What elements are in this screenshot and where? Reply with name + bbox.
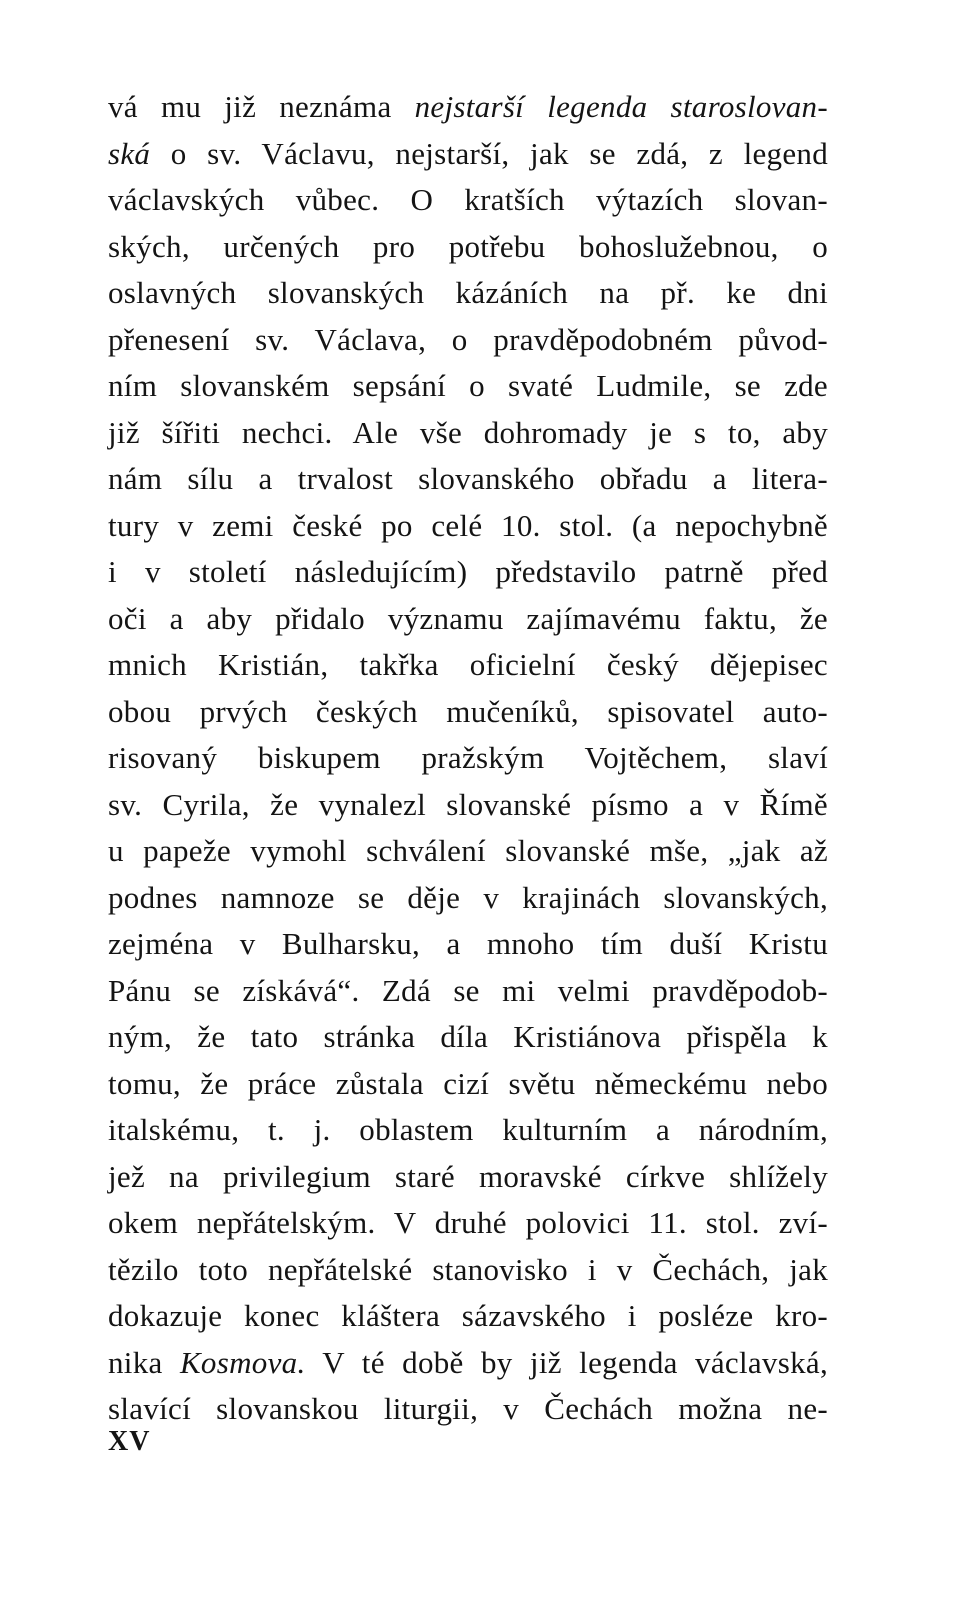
text-line: ských, určených pro potřebu bohoslužebnou, o [108,228,828,264]
text-line: tury v zemi české po celé 10. stol. (a nepochybně [108,507,828,543]
text-line: obou prvých českých mučeníků, spisovatel auto- [108,693,828,729]
text-line: Pánu se získává“. Zdá se mi velmi pravděpodob- [108,972,828,1008]
text-line: václavských vůbec. O kratších výtazích slovan- [108,182,828,217]
text-line: nám sílu a trvalost slovanského obřadu a litera- [108,461,828,496]
text-line: slavící slovanskou liturgii, v Čechách možna ne- [108,1391,828,1426]
text-line: přenesení sv. Václava, o pravděpodobném původ- [108,321,828,357]
text-line: tězilo toto nepřátelské stanovisko i v Čechách, jak [108,1251,828,1287]
text-line: ním slovanském sepsání o svaté Ludmile, se zde [108,368,828,403]
text-line: jež na privilegium staré moravské církve shlížely [108,1158,828,1194]
text-line: risovaný biskupem pražským Vojtěchem, slaví [108,740,828,775]
text-line: již šířiti nechci. Ale vše dohromady je s to, aby [108,414,828,450]
body-text [108,84,828,1433]
text-line: ská o sv. Václavu, nejstarší, jak se zdá, z legend [108,135,828,171]
text-line: italskému, t. j. oblastem kulturním a národním, [108,1112,828,1147]
page-number: XV [108,1426,151,1457]
text-line: i v století následujícím) představilo patrně před [108,554,828,589]
text-line: dokazuje konec kláštera sázavského i posléze kro- [108,1298,828,1333]
text-line: sv. Cyrila, že vynalezl slovanské písmo a v Římě [108,786,828,822]
text-line: ným, že tato stránka díla Kristiánova přispěla k [108,1019,828,1054]
text-line: podnes namnoze se děje v krajinách slovanských, [108,879,828,915]
text-line: oči a aby přidalo významu zajímavému faktu, že [108,600,828,636]
text-line: zejména v Bulharsku, a mnoho tím duší Kristu [108,926,828,961]
text-line: okem nepřátelským. V druhé polovici 11. stol. zví- [108,1205,828,1240]
text-line: tomu, že práce zůstala cizí světu německému nebo [108,1065,828,1101]
text-line: nika Kosmova. V té době by již legenda václavská, [108,1344,829,1380]
text-line: vá mu již neznáma nejstarší legenda staroslovan- [108,89,828,124]
text-line: mnich Kristián, takřka oficielní český dějepisec [108,647,828,682]
text-line: oslavných slovanských kázáních na př. ke dni [108,275,828,310]
text-line: u papeže vymohl schválení slovanské mše, „jak až [108,833,828,868]
